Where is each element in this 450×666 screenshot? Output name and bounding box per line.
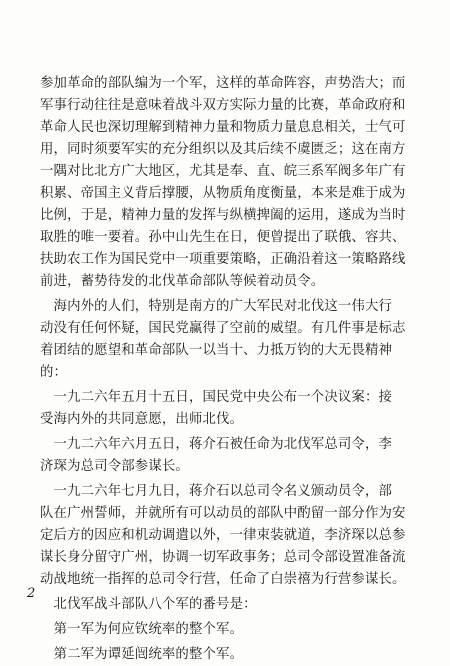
page-number: 2 [27, 586, 36, 601]
text-line: 动战地统一指挥的总司令行营，任命了白崇禧为行营参谋长。 [40, 572, 406, 587]
text-line: 海内外的人们，特别是南方的广大军民对北伐这一伟大行 [40, 299, 393, 314]
text-line: 济琛为总司令部参谋长。 [40, 459, 189, 474]
text-line: 军事行动往往是意味着战斗双方实际力量的比赛，革命政府和 [40, 98, 406, 113]
text-line: 受海内外的共同意愿，出师北伐。 [40, 412, 244, 427]
text-line: 用，同时须要军实的充分组织以及其后续不虞匮乏；这在南方 [40, 142, 406, 157]
text-line: 谋长身分留守广州，协调一切军政事务；总司令部设置准备流 [40, 550, 406, 565]
text-line: 动没有任何怀疑，国民党赢得了空前的威望。有几件事是标志 [40, 321, 406, 336]
text-line: 着团结的愿望和革命部队一以当十、力抵万钧的大无畏精神 [40, 343, 393, 358]
text-line: 比例，于是，精神力量的发挥与纵横捭阖的运用，遂成为当时 [40, 208, 406, 223]
body-text [40, 73, 420, 666]
text-line: 参加革命的部队编为一个军，这样的革命阵容，声势浩大；而 [40, 76, 406, 91]
text-line: 革命人民也深切理解到精神力量和物质力量息息相关，士气可 [40, 120, 406, 135]
text-line: 一九二六年五月十五日，国民党中央公布一个决议案：接 [40, 390, 393, 405]
text-line: 一九二六年七月九日，蒋介石以总司令名义颁动员令，部 [40, 484, 393, 499]
text-line: 一隅对比北方广大地区，尤其是奉、直、皖三系军阀多年广有 [40, 164, 406, 179]
text-line: 第二军为谭延闿统率的整个军。 [40, 647, 244, 662]
text-line: 第一军为何应钦统率的整个军。 [40, 622, 244, 637]
text-line: 的： [40, 365, 68, 380]
text-line: 一九二六年六月五日，蒋介石被任命为北伐军总司令，李 [40, 437, 393, 452]
text-line: 扶助农工作为国民党中一项重要策略，正确沿着这一策略路线 [40, 252, 406, 267]
text-line: 前进，蓄势待发的北伐革命部队等候着动员令。 [40, 274, 325, 289]
text-line: 积累、帝国主义背后撑腰，从物质角度衡量，本来是难于成为 [40, 186, 406, 201]
text-line: 北伐军战斗部队八个军的番号是： [40, 597, 257, 612]
text-line: 定后方的因应和机动调遣以外，一律束装就道，李济琛以总参 [40, 528, 406, 543]
text-line: 取胜的唯一要着。孙中山先生在日，便曾提出了联俄、容共、 [40, 230, 406, 245]
text-line: 队在广州誓师，并就所有可以动员的部队中酌留一部分作为安 [40, 506, 406, 521]
